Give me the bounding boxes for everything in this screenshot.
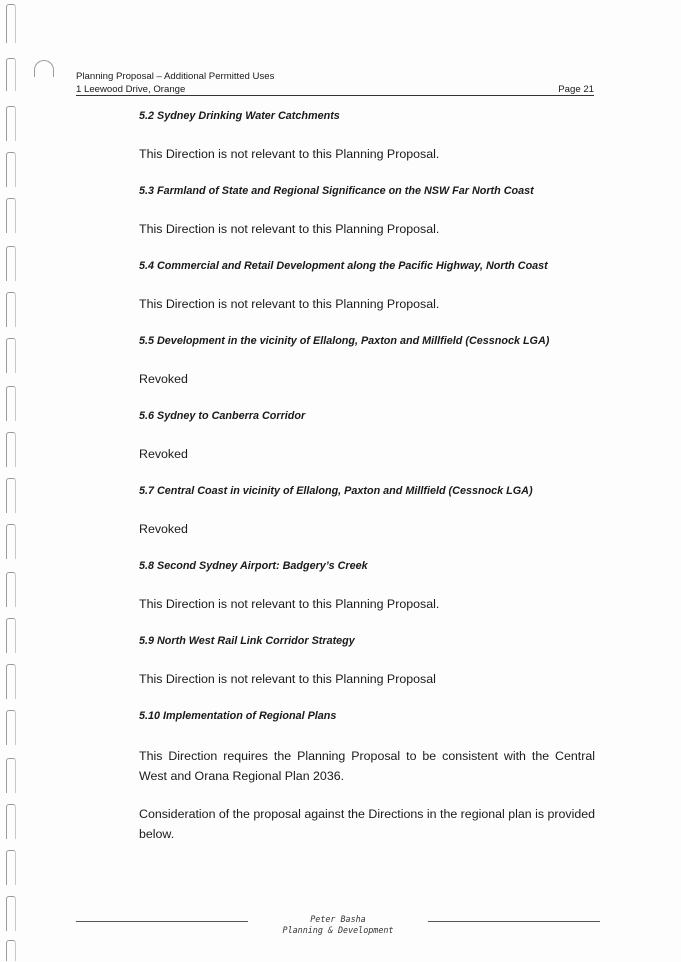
section-5-3 — [139, 183, 595, 258]
section-heading: 5.6 Sydney to Canberra Corridor — [139, 410, 306, 422]
scan-mark — [6, 850, 16, 885]
scan-mark — [6, 710, 16, 745]
footer-name: Peter Basha — [310, 914, 366, 924]
section-5-9 — [139, 633, 595, 708]
section-heading: 5.9 North West Rail Link Corridor Strategy — [139, 635, 355, 647]
scan-mark — [6, 198, 16, 233]
scan-mark — [6, 758, 16, 793]
section-text: This Direction is not relevant to this Planning Proposal — [139, 672, 436, 686]
section-5-7 — [139, 483, 595, 558]
section-5-8 — [139, 558, 595, 633]
scan-mark — [6, 106, 16, 141]
scan-mark — [6, 572, 16, 607]
scan-mark — [6, 152, 16, 187]
footer-rule-left — [76, 921, 248, 922]
document-body — [139, 108, 595, 862]
header-address: 1 Leewood Drive, Orange — [76, 84, 186, 95]
section-heading: 5.3 Farmland of State and Regional Significance on the NSW Far North Coast — [139, 185, 534, 197]
scan-mark — [6, 664, 16, 699]
section-text: Revoked — [139, 447, 188, 461]
section-text: This Direction is not relevant to this Planning Proposal. — [139, 147, 440, 161]
scan-mark — [6, 58, 16, 91]
closing-paragraph-2: Consideration of the proposal against the Directions in the regional plan is provided below. — [139, 807, 595, 841]
page-number: Page 21 — [558, 84, 594, 95]
section-5-2 — [139, 108, 595, 183]
scan-mark — [6, 618, 16, 653]
scan-mark — [6, 478, 16, 513]
scan-mark — [6, 804, 16, 839]
section-heading: 5.8 Second Sydney Airport: Badgery’s Creek — [139, 560, 368, 572]
section-text: Revoked — [139, 522, 188, 536]
section-text: Revoked — [139, 372, 188, 386]
page-header — [76, 70, 594, 96]
header-title: Planning Proposal – Additional Permitted Uses — [76, 71, 275, 82]
section-heading: 5.10 Implementation of Regional Plans — [139, 710, 337, 722]
section-5-4 — [139, 258, 595, 333]
section-heading: 5.5 Development in the vicinity of Ellalong, Paxton and Millfield (Cessnock LGA) — [139, 335, 550, 347]
footer-signature — [248, 914, 428, 936]
scan-mark — [6, 292, 16, 327]
section-5-6 — [139, 408, 595, 483]
closing-paragraph-1: This Direction requires the Planning Proposal to be consistent with the Central West and Orana Regional Plan 2036. — [139, 749, 595, 783]
footer-company: Planning & Development — [282, 925, 394, 935]
section-text: This Direction is not relevant to this Planning Proposal. — [139, 597, 440, 611]
footer-rule-right — [428, 921, 600, 922]
section-heading: 5.2 Sydney Drinking Water Catchments — [139, 110, 340, 122]
scan-mark — [6, 940, 16, 961]
page-footer — [76, 912, 600, 942]
scan-edge-marks — [0, 0, 30, 962]
header-rule — [76, 95, 594, 96]
section-heading: 5.4 Commercial and Retail Development along the Pacific Highway, North Coast — [139, 260, 548, 272]
scan-mark — [6, 524, 16, 559]
scan-mark — [6, 386, 16, 421]
scan-mark — [6, 4, 16, 43]
section-5-5 — [139, 333, 595, 408]
scan-mark — [6, 246, 16, 281]
scan-mark — [6, 432, 16, 467]
section-heading: 5.7 Central Coast in vicinity of Ellalong, Paxton and Millfield (Cessnock LGA) — [139, 485, 533, 497]
section-text: This Direction is not relevant to this Planning Proposal. — [139, 297, 440, 311]
section-5-10 — [139, 708, 595, 844]
scan-mark — [6, 338, 16, 373]
section-text: This Direction is not relevant to this Planning Proposal. — [139, 222, 440, 236]
punch-hole-mark — [34, 60, 54, 77]
scan-mark — [6, 896, 16, 931]
